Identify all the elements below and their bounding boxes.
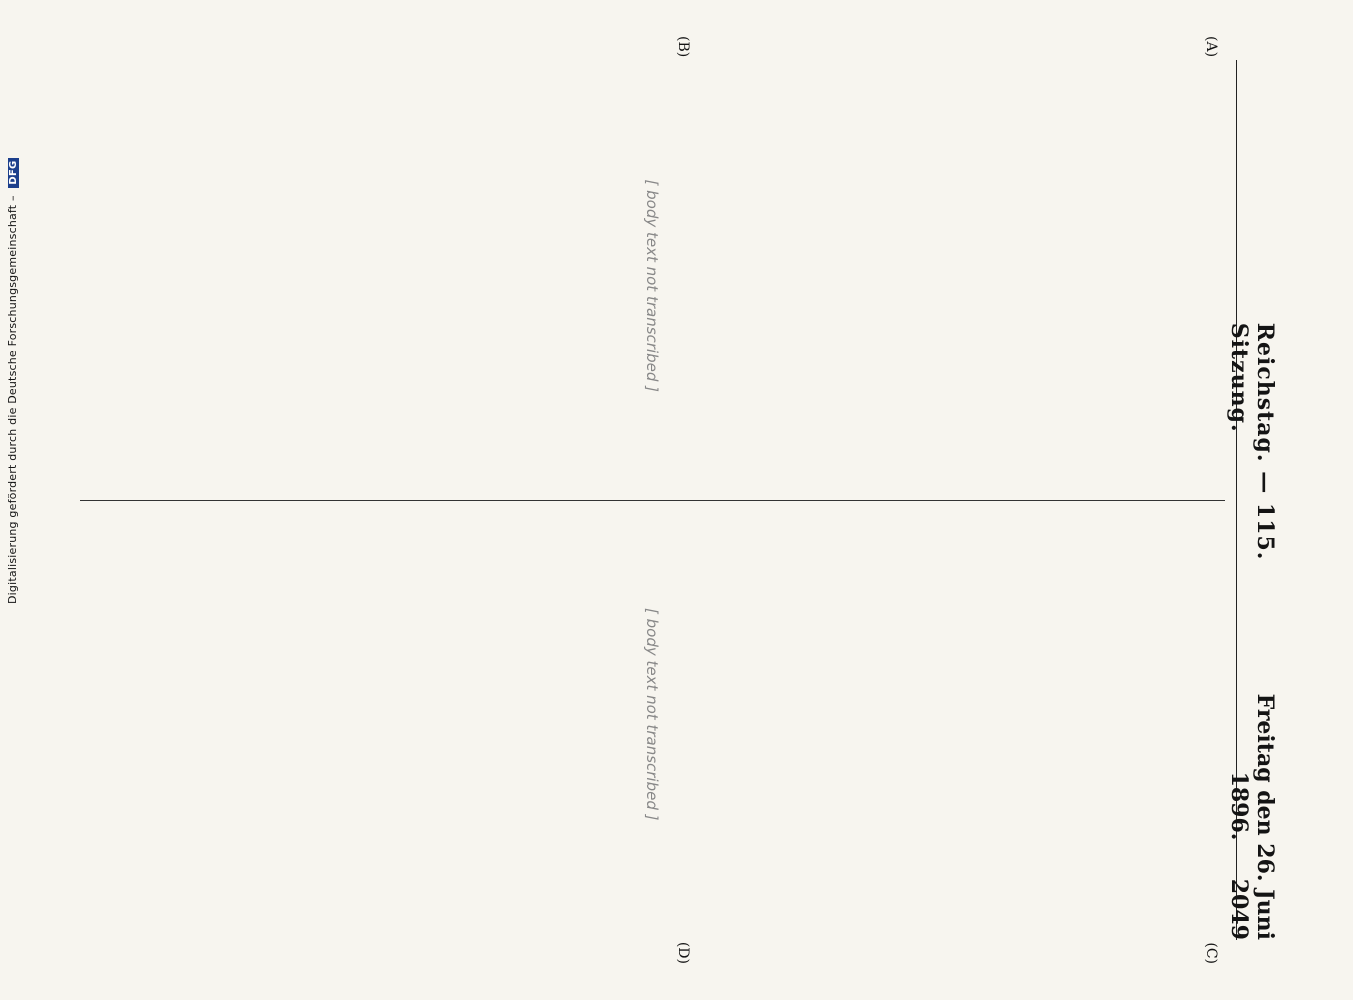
running-header	[1226, 60, 1278, 940]
header-right	[1226, 677, 1278, 940]
right-column-placeholder: [ body text not transcribed ]	[643, 608, 662, 821]
dfg-logo: DFG	[8, 158, 19, 188]
header-date: Freitag den 26. Juni 1896.	[1226, 693, 1278, 940]
left-column-placeholder: [ body text not transcribed ]	[643, 179, 662, 392]
header-title: Reichstag. — 115. Sitzung.	[1226, 322, 1278, 561]
margin-marker-b: (B)	[675, 36, 691, 58]
margin-marker-c: (C)	[1203, 942, 1219, 964]
page-number: 2049	[1226, 878, 1252, 940]
text-columns	[80, 72, 1225, 928]
right-column	[80, 500, 1225, 929]
footer-text: Digitalisierung gefördert durch die Deutsche Forschungsgemeinschaft –	[6, 195, 19, 604]
margin-marker-d: (D)	[675, 941, 691, 964]
digitization-footer	[6, 158, 19, 604]
header-left	[1240, 60, 1265, 323]
margin-marker-a: (A)	[1203, 36, 1219, 58]
left-column	[80, 72, 1225, 500]
